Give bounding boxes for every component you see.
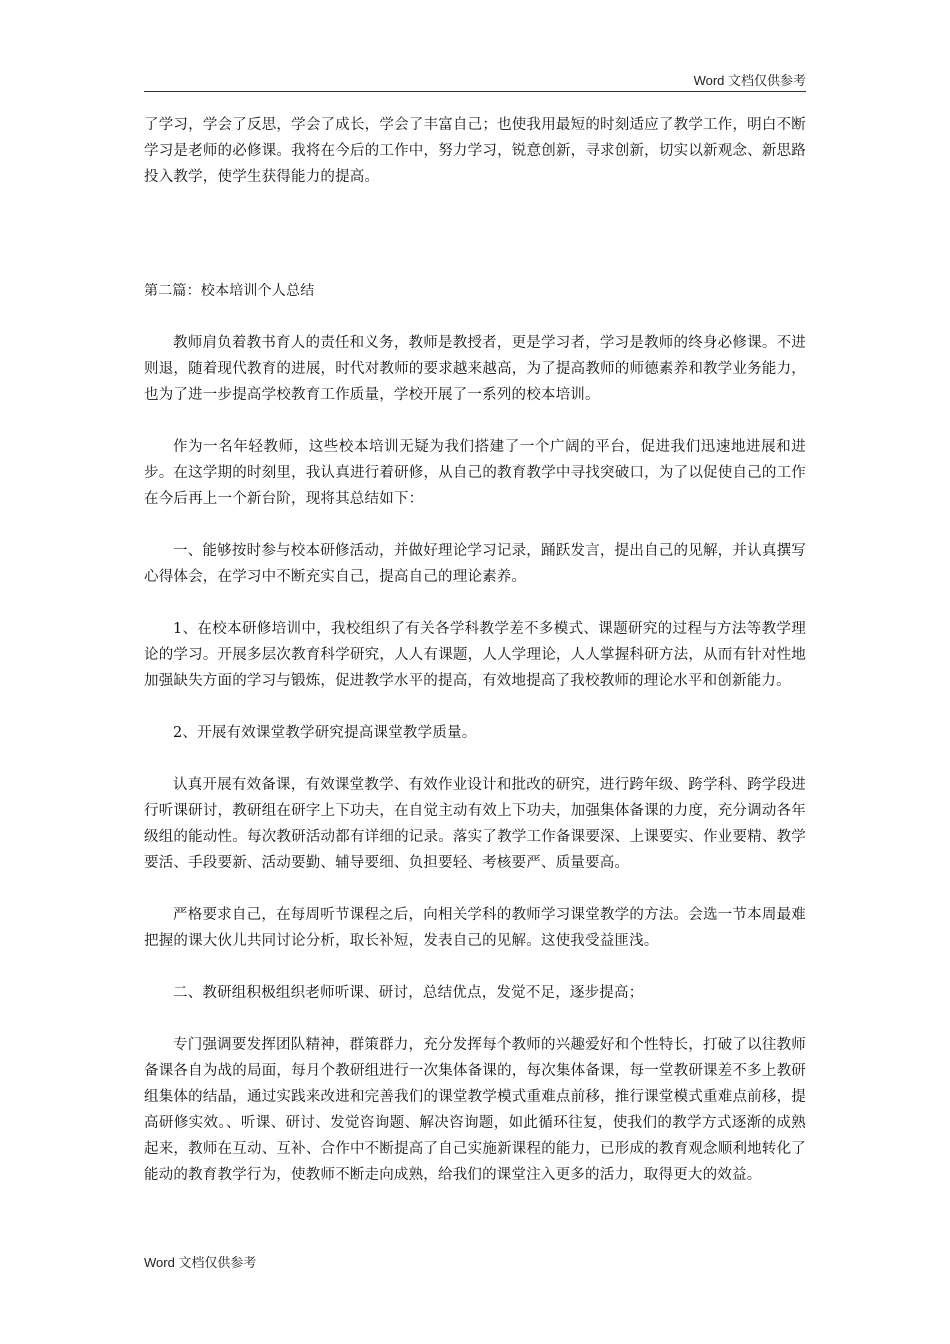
body-paragraph: 认真开展有效备课，有效课堂教学、有效作业设计和批改的研究，进行跨年级、跨学科、跨学段进行听课研讨，教研组在研字上下功夫，在自觉主动有效上下功夫，加强集体备课的力度，充分调动各年级组的能动性。每次教研活动都有详细的记录。落实了教学工作备课要深、上课要实、作业要精、教学要活、手段要新、活动要勤、辅导要细、负担要轻、考核要严、质量要高。 — [144, 777, 806, 871]
body-paragraph: 严格要求自己，在每周听节课程之后，向相关学科的教师学习课堂教学的方法。会选一节本周最难把握的课大伙儿共同讨论分析，取长补短，发表自己的见解。这使我受益匪浅。 — [144, 907, 806, 949]
continuation-paragraph: 了学习，学会了反思，学会了成长，学会了丰富自己；也使我用最短的时刻适应了教学工作，明白不断学习是老师的必修课。我将在今后的工作中，努力学习，锐意创新，寻求创新，切实以新观念、新思路投入教学，使学生获得能力的提高。 — [144, 117, 806, 185]
body-paragraph: 2、开展有效课堂教学研究提高课堂教学质量。 — [173, 725, 477, 741]
section-heading: 第二篇：校本培训个人总结 — [144, 283, 315, 299]
body-paragraph: 专门强调要发挥团队精神，群策群力，充分发挥每个教师的兴趣爱好和个性特长，打破了以往教师备课各自为战的局面，每月个教研组进行一次集体备课的，每次集体备课，每一堂教研课差不多上教研组集体的结晶，通过实践来改进和完善我们的课堂教学模式重难点前移，推行课堂模式重难点前移，提高研修实效。、听课、研讨、发觉咨询题、解决咨询题，如此循环往复，使我们的教学方式逐渐的成熟起来，教师在互动、互补、合作中不断提高了自己实施新课程的能力，已形成的教育观念顺利地转化了能动的教育教学行为，使教师不断走向成熟，给我们的课堂注入更多的活力，取得更大的效益。 — [144, 1037, 806, 1183]
page-header: Word 文档仅供参考 — [693, 73, 806, 88]
body-paragraph: 教师肩负着教书育人的责任和义务，教师是教授者，更是学习者，学习是教师的终身必修课。不进则退，随着现代教育的进展，时代对教师的要求越来越高，为了提高教师的师德素养和教学业务能力，也为了进一步提高学校教育工作质量，学校开展了一系列的校本培训。 — [144, 335, 806, 403]
body-paragraph: 1、在校本研修培训中，我校组织了有关各学科教学差不多模式、课题研究的过程与方法等教学理论的学习。开展多层次教育科学研究，人人有课题，人人学理论，人人掌握科研方法，从而有针对性地加强缺失方面的学习与锻炼，促进教学水平的提高，有效地提高了我校教师的理论水平和创新能力。 — [144, 621, 806, 689]
body-paragraph: 二、教研组积极组织老师听课、研讨，总结优点，发觉不足，逐步提高； — [173, 985, 644, 1001]
body-paragraph: 一、能够按时参与校本研修活动，并做好理论学习记录，踊跃发言，提出自己的见解，并认真撰写心得体会，在学习中不断充实自己，提高自己的理论素养。 — [144, 543, 806, 585]
document-body — [144, 112, 806, 1188]
header-divider — [144, 91, 806, 92]
page-footer: Word 文档仅供参考 — [144, 1255, 257, 1270]
body-paragraph: 作为一名年轻教师，这些校本培训无疑为我们搭建了一个广阔的平台，促进我们迅速地进展和进步。在这学期的时刻里，我认真进行着研修，从自己的教育教学中寻找突破口，为了以促使自己的工作在今后再上一个新台阶，现将其总结如下： — [144, 439, 806, 507]
